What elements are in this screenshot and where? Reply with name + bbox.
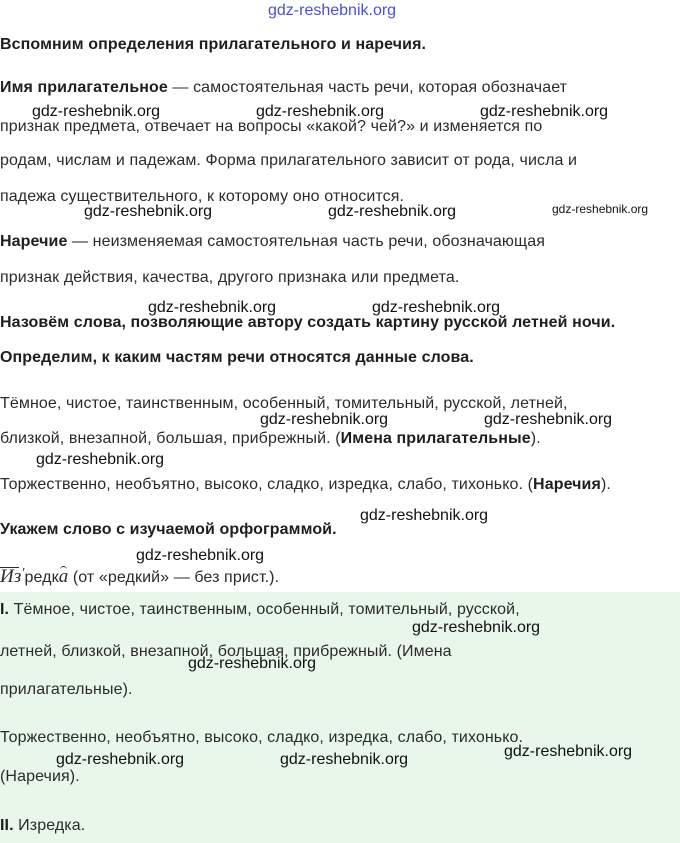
answer-line: прилагательные). [0, 681, 133, 698]
answer-line: летней, близкой, внезапной, большая, прибрежный. (Имена [0, 643, 452, 660]
recall-heading: Вспомним определения прилагательного и наречия. [0, 36, 427, 53]
adjective-definition-line: падежа существительного, к которому оно относится. [0, 188, 405, 205]
adjective-def-text: — самостоятельная часть речи, которая обозначает [167, 79, 568, 96]
adverb-list-line [0, 475, 611, 495]
adverb-definition-line [0, 232, 545, 252]
answer-number-i: I. [0, 601, 10, 618]
adjective-list-term: Имена прилагательные [340, 430, 531, 447]
watermark: gdz-reshebnik.org [504, 743, 633, 760]
watermark: gdz-reshebnik.org [328, 203, 457, 220]
watermark: gdz-reshebnik.org [268, 2, 397, 19]
watermark: gdz-reshebnik.org [480, 103, 609, 120]
adverb-list-term: Наречия [533, 476, 601, 493]
answer-line [0, 600, 520, 620]
watermark: gdz-reshebnik.org [188, 655, 317, 672]
watermark: gdz-reshebnik.org [148, 299, 277, 316]
adverb-def-text: — неизменяемая самостоятельная часть речи, обозначающая [67, 233, 546, 250]
adverb-list-end: ). [600, 476, 611, 493]
watermark: gdz-reshebnik.org [280, 751, 409, 768]
adverb-term: Наречие [0, 233, 68, 250]
adjective-list-end: ). [530, 430, 541, 447]
watermark: gdz-reshebnik.org [260, 411, 389, 428]
watermark: gdz-reshebnik.org [256, 103, 385, 120]
prefix-border-mark: ′ [21, 566, 25, 581]
indicate-word-heading: Укажем слово с изучаемой орфограммой. [0, 521, 337, 538]
watermark: gdz-reshebnik.org [552, 202, 649, 216]
morpheme-note: (от «редкий» — без прист.). [68, 569, 280, 586]
adjective-term: Имя прилагательное [0, 79, 168, 96]
adjective-list-line: Тёмное, чистое, таинственным, особенный, томительный, русской, летней, [0, 395, 568, 412]
suffix-mark: а [58, 566, 69, 587]
watermark: gdz-reshebnik.org [32, 103, 161, 120]
define-parts-heading: Определим, к каким частям речи относятся данные слова. [0, 349, 474, 366]
answer-line: (Наречия). [0, 768, 80, 785]
prefix-mark: Из [0, 566, 22, 587]
answer-text: Тёмное, чистое, таинственным, особенный, томительный, русской, [9, 601, 520, 618]
adjective-list-line [0, 429, 541, 449]
answer-line [0, 816, 85, 836]
watermark: gdz-reshebnik.org [36, 451, 165, 468]
adjective-definition-line: родам, числам и падежам. Форма прилагательного зависит от рода, числа и [0, 152, 578, 169]
name-words-heading: Назовём слова, позволяющие автору создать картину русской летней ночи. [0, 314, 616, 331]
adjective-definition-line: признак предмета, отвечает на вопросы «какой? чей?» и изменяется по [0, 118, 543, 135]
watermark: gdz-reshebnik.org [372, 299, 501, 316]
watermark: gdz-reshebnik.org [84, 203, 213, 220]
root-text: редк [24, 569, 59, 586]
adjective-list-text: близкой, внезапной, большая, прибрежный. ( [0, 430, 341, 447]
answer-text: Изредка. [13, 817, 86, 834]
answer-block [0, 592, 680, 843]
watermark: gdz-reshebnik.org [360, 507, 489, 524]
watermark: gdz-reshebnik.org [136, 547, 265, 564]
watermark: gdz-reshebnik.org [484, 411, 613, 428]
watermark: gdz-reshebnik.org [56, 751, 185, 768]
adverb-definition-line: признак действия, качества, другого признака или предмета. [0, 269, 460, 286]
morpheme-analysis [0, 564, 279, 588]
adjective-definition-line [0, 78, 567, 98]
answer-line: Торжественно, необъятно, высоко, сладко, изредка, слабо, тихонько. [0, 729, 524, 746]
adverb-list-text: Торжественно, необъятно, высоко, сладко, изредка, слабо, тихонько. ( [0, 476, 534, 493]
answer-number-ii: II. [0, 817, 14, 834]
watermark: gdz-reshebnik.org [412, 619, 541, 636]
